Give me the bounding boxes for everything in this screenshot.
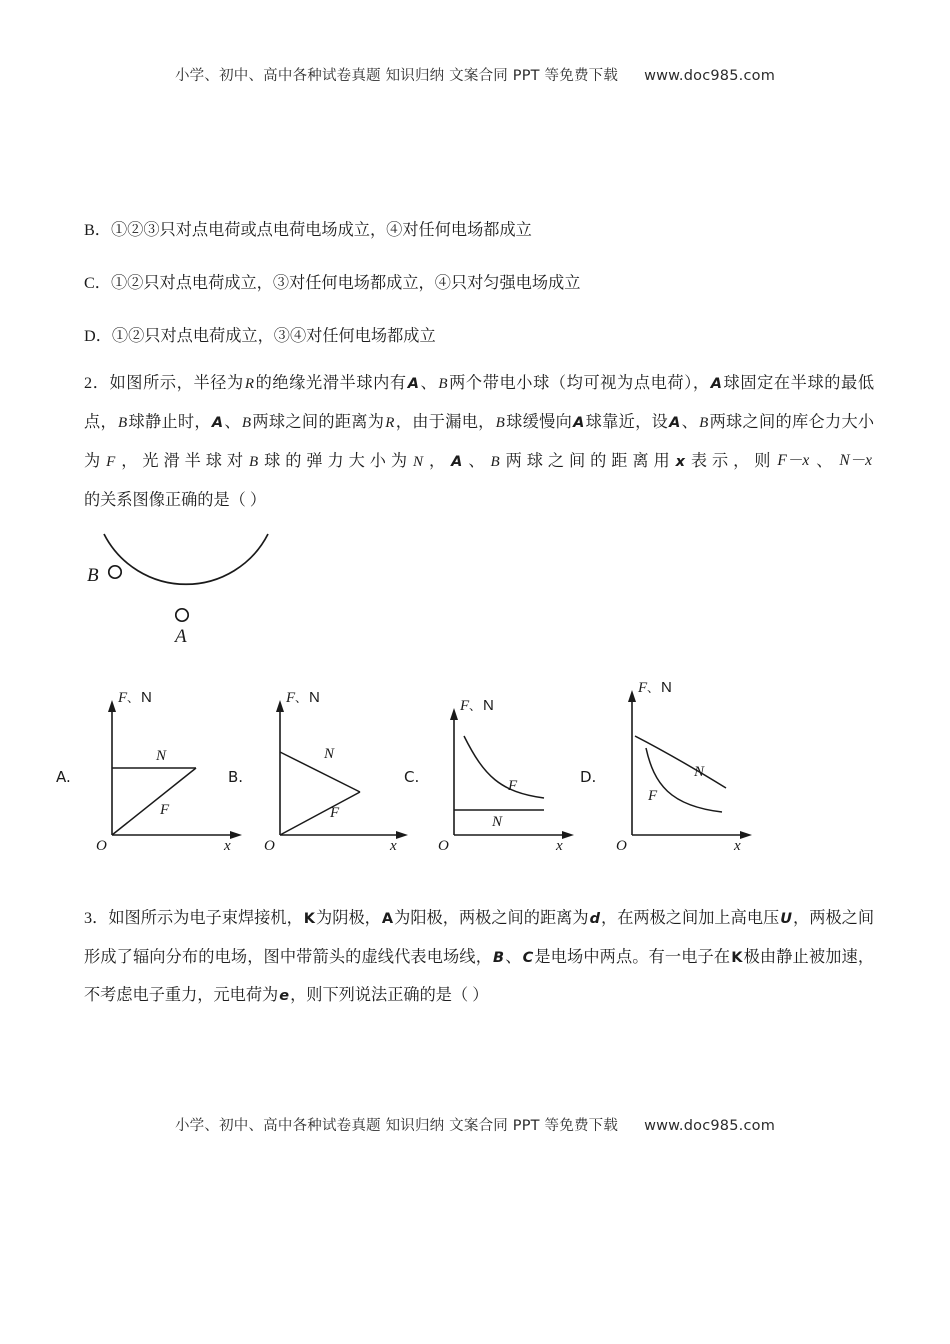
q3-seg3: 为阳极，两极之间的距离为 [394, 909, 589, 927]
q2-expr-F-x: F－x [777, 452, 810, 469]
q2-sym-A5: A [669, 414, 681, 431]
graph-d-ylabel-n: N [661, 679, 672, 696]
q2-seg15: 球的弹力大小为 [259, 452, 413, 470]
graph-c-letter: C. [404, 768, 420, 786]
graph-b-ylabel-f: F [286, 690, 296, 706]
graph-d-ylabel-f: F [638, 680, 648, 696]
q2-seg9: ，由于漏电， [395, 412, 495, 431]
ball-b-label: B [87, 565, 99, 586]
q2-sym-A4: A [573, 414, 585, 431]
header-banner [0, 64, 950, 85]
q2-sym-B2: B [117, 414, 128, 431]
q3-sym-U: U [780, 911, 793, 927]
q3-seg8: 极由静止被加速，不考虑电子重力，元电荷为 [84, 947, 875, 1004]
q2-sym-R2: R [385, 414, 395, 431]
graph-b-xlabel: x [390, 838, 397, 850]
q2-seg10: 球缓慢向 [505, 412, 573, 431]
option-b: B．①②③只对点电荷或点电荷电场成立，④对任何电场都成立 [84, 221, 532, 239]
question-3-text [84, 900, 874, 1016]
q3-sym-C: C [522, 949, 534, 966]
ball-b-marker [109, 566, 121, 578]
q2-seg8: 两球之间的距离为 [252, 412, 385, 431]
graph-a-label-n: N [156, 748, 167, 764]
q2-seg13: 两球之间的库仑力大小为 [84, 412, 875, 470]
graph-d-label-f: F [648, 788, 658, 804]
q2-seg7: 、 [224, 412, 241, 431]
graph-c-label-f: F [508, 778, 518, 794]
graph-option-c [404, 680, 597, 850]
q2-sym-B: B [438, 376, 448, 392]
q3-sym-A: A [381, 911, 394, 927]
hemisphere-figure [60, 520, 320, 665]
q2-sym-B6: B [249, 454, 259, 470]
ball-a-marker [176, 609, 188, 621]
q2-seg5: 球固定在半球的最低点， [84, 374, 875, 431]
graph-b-label-n: N [324, 746, 335, 762]
q3-seg6: 、 [505, 947, 522, 966]
graph-c-origin: O [438, 838, 449, 850]
graph-b-ylabel-sep: 、 [295, 691, 308, 705]
graph-option-b [228, 680, 418, 850]
footer-banner-text: 小学、初中、高中各种试卷真题 知识归纳 文案合同 PPT 等免费下载 [174, 1118, 619, 1134]
graph-d-origin: O [616, 838, 627, 852]
graph-a-ylabel-f: F [118, 690, 128, 706]
q2-seg6: 球静止时， [128, 412, 211, 431]
q3-sym-K2: K [731, 949, 743, 966]
graph-c-xlabel: x [556, 838, 563, 850]
question-3-number: 3． [84, 909, 109, 927]
q3-seg7: 是电场中两点。有一电子在 [534, 947, 731, 966]
q2-seg12: 、 [681, 412, 699, 431]
graph-b-label-f: F [330, 805, 340, 821]
graph-c-curve-f [464, 736, 544, 798]
q2-sym-A6: A [451, 454, 463, 470]
graph-a-xlabel: x [224, 838, 231, 850]
q2-sym-B7: B [490, 454, 500, 470]
q3-sym-B: B [493, 949, 505, 966]
q2-seg3: 、 [419, 374, 438, 392]
graph-b-origin: O [264, 838, 275, 850]
graph-b-ylabel-n: N [309, 689, 320, 706]
q2-sym-A3: A [211, 414, 224, 431]
q3-seg5: ，两极之间形成了辐向分布的电场，图中带箭头的虚线代表电场线， [84, 909, 875, 966]
q2-seg17: 、 [463, 452, 490, 470]
graph-d-curve-f [646, 748, 722, 812]
q2-sym-A: A [407, 376, 419, 392]
q2-seg16: ， [424, 452, 451, 470]
graph-b-curve-f [280, 792, 360, 835]
graph-b-letter: B. [228, 768, 244, 786]
q2-sym-R: R [244, 376, 254, 392]
graph-d-curve-n [635, 736, 726, 788]
q2-seg4: 两个带电小球（均可视为点电荷）， [448, 374, 710, 392]
graph-a-label-f: F [160, 802, 170, 818]
q2-sym-B3: B [241, 414, 252, 431]
q2-sym-B5: B [699, 414, 709, 431]
footer-banner [0, 1114, 950, 1135]
graph-b-curve-n [280, 752, 360, 792]
header-banner-url: www.doc985.com [644, 68, 776, 84]
q3-sym-e: e [279, 988, 290, 1004]
q2-seg18: 两球之间的距离用 [500, 452, 675, 470]
q3-seg2: 为阴极， [316, 909, 381, 927]
graph-option-d [580, 672, 780, 852]
q2-sym-F: F [106, 454, 116, 470]
option-d: D．①②只对点电荷成立，③④对任何电场都成立 [84, 327, 436, 345]
q3-seg9: ，则下列说法正确的是（ ） [290, 986, 489, 1004]
graph-a-origin: O [96, 838, 107, 850]
header-banner-text: 小学、初中、高中各种试卷真题 知识归纳 文案合同 PPT 等免费下载 [174, 68, 619, 84]
question-2-text [84, 365, 874, 519]
graph-c-ylabel-f: F [460, 698, 470, 714]
graph-a-ylabel-n: N [141, 689, 152, 706]
q2-seg14: ，光滑半球对 [116, 452, 249, 470]
ball-a-label: A [175, 626, 187, 647]
graph-c-label-n: N [492, 814, 503, 830]
graph-d-letter: D. [580, 768, 597, 786]
q2-sym-x: x [675, 454, 685, 470]
graph-d-label-n: N [694, 764, 705, 780]
graph-a-letter: A. [56, 768, 71, 786]
q2-expr-N-x: N－x [839, 452, 873, 469]
q3-seg4: ，在两极之间加上高电压 [600, 909, 780, 927]
option-c: C．①②只对点电荷成立，③对任何电场都成立，④只对匀强电场成立 [84, 274, 581, 292]
q3-sym-K: K [303, 911, 316, 927]
q2-sym-B4: B [495, 414, 505, 431]
q2-sym-N: N [413, 454, 424, 470]
graph-a-curve-f [112, 768, 196, 835]
q2-sym-A2: A [710, 376, 722, 392]
graph-d-ylabel-sep: 、 [647, 681, 660, 695]
q2-seg21: 的关系图像正确的是（ ） [84, 490, 267, 509]
footer-banner-url: www.doc985.com [644, 1118, 776, 1134]
graph-option-a [56, 680, 246, 850]
q2-seg2: 的绝缘光滑半球内有 [255, 374, 407, 392]
q2-seg1: 如图所示，半径为 [109, 374, 244, 392]
q2-seg19: 表示，则 [685, 452, 776, 470]
graph-a-ylabel-sep: 、 [127, 691, 140, 705]
q3-seg1: 如图所示为电子束焊接机， [108, 909, 303, 927]
q3-sym-d: d [589, 911, 600, 927]
question-2-number: 2． [84, 374, 110, 392]
q2-seg11: 球靠近，设 [585, 412, 669, 431]
q2-seg20: 、 [811, 452, 838, 470]
graph-c-ylabel-n: N [483, 697, 494, 714]
graph-d-xlabel: x [734, 838, 741, 852]
graph-c-ylabel-sep: 、 [469, 699, 482, 713]
